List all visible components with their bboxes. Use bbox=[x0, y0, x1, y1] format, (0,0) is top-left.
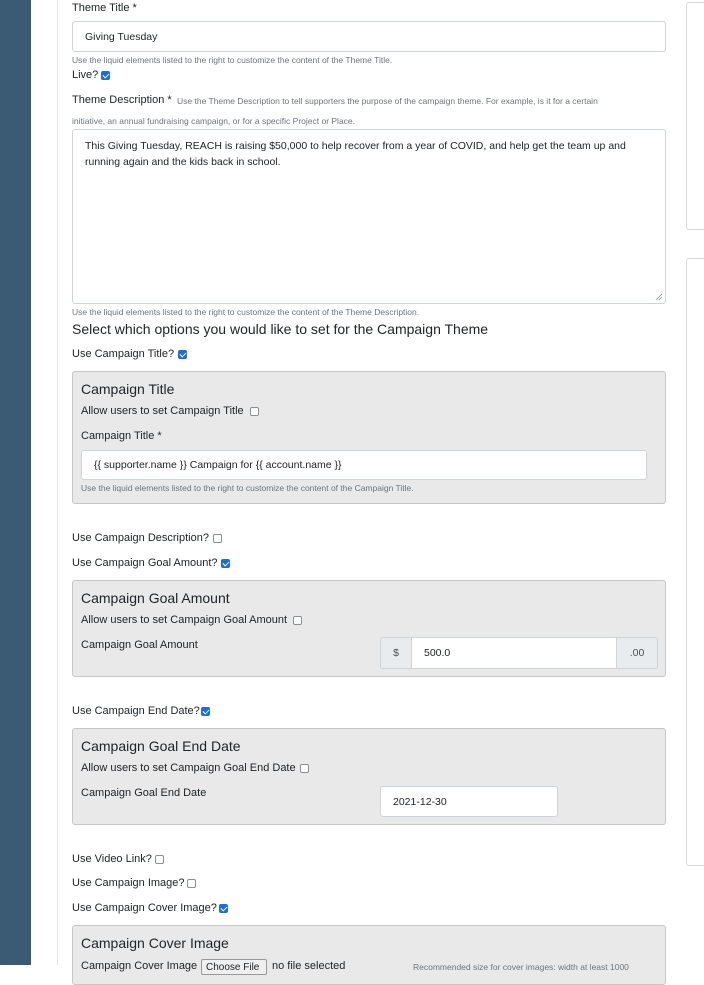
theme-description-inline-help-1: Use the Theme Description to tell supporters the purpose of the campaign theme. For example, is it for a certain bbox=[177, 96, 598, 106]
theme-description-label: Theme Description * bbox=[72, 94, 172, 106]
goal-amount-input[interactable]: 500.0 bbox=[411, 637, 617, 669]
theme-title-label: Theme Title * bbox=[72, 2, 137, 14]
cover-image-card bbox=[72, 925, 666, 985]
theme-title-input[interactable]: Giving Tuesday bbox=[72, 21, 666, 52]
use-campaign-description-label: Use Campaign Description? bbox=[72, 532, 209, 544]
use-cover-image-checkbox[interactable] bbox=[219, 904, 228, 913]
currency-prefix: $ bbox=[380, 637, 412, 669]
theme-description-textarea[interactable] bbox=[72, 129, 666, 304]
theme-description-text: This Giving Tuesday, REACH is raising $50,000 to help recover from a year of COVID, and help get the team up and running again and the kids back in school. bbox=[85, 140, 626, 168]
left-sidebar bbox=[0, 0, 31, 965]
content-divider bbox=[57, 0, 58, 965]
cover-image-field-label: Campaign Cover Image bbox=[81, 960, 198, 972]
cover-image-card-title: Campaign Cover Image bbox=[81, 935, 229, 951]
goal-amount-card bbox=[72, 580, 666, 677]
cents-suffix: .00 bbox=[616, 637, 658, 669]
end-date-card bbox=[72, 728, 666, 825]
use-video-link-label: Use Video Link? bbox=[72, 853, 152, 865]
theme-title-help: Use the liquid elements listed to the right to customize the content of the Theme Title. bbox=[72, 55, 393, 65]
use-campaign-description-checkbox[interactable] bbox=[213, 534, 222, 543]
theme-description-inline-help-2: initiative, an annual fundraising campaign, or for a specific Project or Place. bbox=[72, 116, 356, 126]
allow-campaign-title-label: Allow users to set Campaign Title bbox=[81, 405, 244, 417]
no-file-selected-text: no file selected bbox=[272, 960, 346, 972]
campaign-title-field-label: Campaign Title * bbox=[81, 430, 162, 442]
allow-goal-amount-checkbox[interactable] bbox=[293, 616, 302, 625]
use-campaign-image-label: Use Campaign Image? bbox=[72, 877, 185, 889]
use-campaign-image-checkbox[interactable] bbox=[187, 879, 196, 888]
campaign-title-help: Use the liquid elements listed to the right to customize the content of the Campaign Title. bbox=[81, 483, 414, 493]
theme-description-help: Use the liquid elements listed to the right to customize the content of the Theme Description. bbox=[72, 307, 420, 317]
use-campaign-title-label: Use Campaign Title? bbox=[72, 348, 175, 360]
options-heading: Select which options you would like to set for the Campaign Theme bbox=[72, 321, 489, 337]
use-cover-image-label: Use Campaign Cover Image? bbox=[72, 902, 217, 914]
live-checkbox[interactable] bbox=[101, 71, 110, 80]
allow-end-date-label: Allow users to set Campaign Goal End Date bbox=[81, 762, 296, 774]
end-date-input[interactable]: 2021-12-30 bbox=[380, 786, 558, 817]
use-end-date-label: Use Campaign End Date? bbox=[72, 705, 200, 717]
use-goal-amount-checkbox[interactable] bbox=[221, 559, 230, 568]
use-campaign-title-checkbox[interactable] bbox=[178, 350, 187, 359]
allow-goal-amount-label: Allow users to set Campaign Goal Amount bbox=[81, 614, 288, 626]
goal-amount-field-label: Campaign Goal Amount bbox=[81, 639, 198, 651]
cover-image-help: Recommended size for cover images: width at least 1000 bbox=[413, 962, 629, 972]
use-video-link-checkbox[interactable] bbox=[155, 855, 164, 864]
live-label: Live? bbox=[72, 69, 99, 81]
allow-end-date-checkbox[interactable] bbox=[300, 764, 309, 773]
choose-file-button[interactable]: Choose File bbox=[201, 959, 267, 975]
resize-handle-icon[interactable] bbox=[655, 293, 663, 301]
end-date-field-label: Campaign Goal End Date bbox=[81, 787, 207, 799]
campaign-title-card-title: Campaign Title bbox=[81, 381, 175, 397]
end-date-card-title: Campaign Goal End Date bbox=[81, 738, 241, 754]
goal-amount-card-title: Campaign Goal Amount bbox=[81, 590, 230, 606]
use-goal-amount-label: Use Campaign Goal Amount? bbox=[72, 557, 218, 569]
campaign-title-card bbox=[72, 371, 666, 504]
liquid-elements-panel-top bbox=[686, 2, 704, 230]
use-end-date-checkbox[interactable] bbox=[201, 707, 210, 716]
campaign-title-input[interactable]: {{ supporter.name }} Campaign for {{ account.name }} bbox=[81, 450, 647, 480]
allow-campaign-title-checkbox[interactable] bbox=[250, 407, 259, 416]
liquid-elements-panel-bottom bbox=[686, 258, 704, 866]
